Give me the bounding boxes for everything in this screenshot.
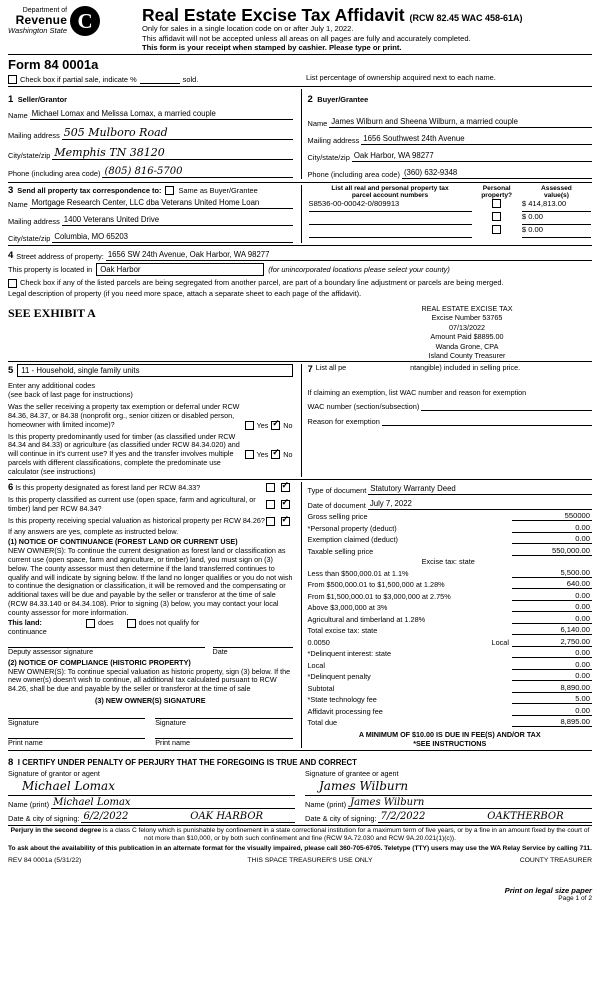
parcel-table-section [301,185,593,243]
calc-label-10: Total excise tax: state [307,626,378,636]
historic-compliance-title: (2) NOTICE OF COMPLIANCE (HISTORIC PROPERTY) [8,657,191,667]
grantee-signature-label: Signature of grantee or agent [305,769,399,779]
grantee-print-input[interactable]: James Wilburn [348,797,592,809]
exemption-question-label: Was the seller receiving a property tax exemption or deferral under RCW 84.36, 84.37, or 84.38 (nonprofit org., senior citizen or disabled person, homeowner with limited income)? [8,402,240,429]
seller-name-label: Name [8,111,28,121]
q6b-yes-checkbox[interactable] [266,500,275,509]
q5b-yes-label: Yes [256,450,269,460]
selling-price-section [301,364,593,476]
q5a-no-label: No [283,420,293,430]
wac-number-input[interactable] [421,400,592,411]
calc-value-18: 8,895.00 [512,717,592,727]
parcel-input-3[interactable] [309,225,472,238]
perjury-bold: Perjury in the second degree [10,826,102,834]
buyer-name-label: Name [307,119,328,129]
table-row [308,212,593,225]
form-number: Form 84 0001a [8,57,99,73]
correspondence-section [8,185,293,243]
calc-label-3: Taxable selling price [307,546,374,556]
calc-label-18: Total due [307,718,338,728]
header-sub2: This affidavit will not be accepted unless all areas on all pages are fully and accurately completed. [142,33,471,43]
located-in-note: (for unincorporated locations please select your county) [268,265,450,275]
grantor-print-label: Name (print) [8,799,50,809]
grantee-date-input[interactable]: 7/2/2022 [378,811,485,823]
continuance-title: (1) NOTICE OF CONTINUANCE (FOREST LAND OR CURRENT USE) [8,537,238,547]
page-footer [8,825,592,902]
additional-codes-label-1: Enter any additional codes [8,381,96,391]
dept-line3: Washington State [8,25,68,35]
section6-note: If any answers are yes, complete as instructed below. [8,526,179,536]
new-owner-print-label-1: Print name [8,737,43,747]
calc-label-4: Excise tax: state [421,557,475,567]
document-date-label: Date of document [307,500,366,510]
page-header [8,6,592,55]
revenue-logo-icon: C [70,6,100,36]
partial-sale-checkbox[interactable] [8,75,17,84]
calc-value-2[interactable]: 0.00 [512,534,592,544]
agency-seal [8,6,136,36]
grantor-signature-input[interactable]: Michael Lomax [8,779,295,796]
stamp-line-5: Wanda Grone, CPA [435,341,499,351]
stamp-line-2: Excise Number 53765 [431,313,503,323]
calc-label-0: Gross selling price [307,512,368,522]
legal-description-label: Legal description of property (if you need more space, attach a separate sheet to each page of the affidavit). [8,289,362,299]
does-label: does [98,618,114,628]
stamp-line-1: REAL ESTATE EXCISE TAX [421,304,513,314]
assessed-value-1[interactable]: $ 414,813.00 [522,199,591,212]
corr-mailing-label: Mailing address [8,217,60,227]
calc-value-11: 2,750.00 [512,637,592,647]
county-treasurer-label: COUNTY TREASURER [519,856,592,864]
assessed-value-3[interactable]: $ 0.00 [522,225,591,238]
section3-heading: Send all property tax correspondence to: [17,186,162,196]
parcel-input-1[interactable]: S8536-00-00042-0/809913 [309,199,472,212]
buyer-number: 2 [307,94,313,106]
assessed-col-head-1: Assessed [541,185,572,193]
q5a-yes-checkbox[interactable] [245,421,254,430]
dept-line1: Department of [22,6,68,14]
new-owner-signature-title: (3) NEW OWNER(S) SIGNATURE [95,695,206,705]
q5b-yes-checkbox[interactable] [245,450,254,459]
q5a-no-checkbox[interactable] [271,421,280,430]
document-type-input[interactable]: Statutory Warranty Deed [368,484,592,495]
this-land-label: This land: [8,618,42,628]
does-not-label: does not qualify for [138,618,200,628]
same-as-buyer-label: Same as Buyer/Grantee [178,186,258,196]
document-date-input[interactable]: July 7, 2022 [368,499,592,510]
grantor-city-input[interactable]: OAK HARBOR [188,811,295,823]
grantee-signature-input[interactable]: James Wilburn [305,779,592,796]
calc-value-15: 8,890.00 [512,683,592,693]
calc-label-15: Subtotal [307,683,335,693]
grantor-print-input[interactable]: Michael Lomax [51,797,295,809]
does-qualify-checkbox[interactable] [86,619,95,628]
header-sub3: This form is your receipt when stamped by cashier. Please type or print. [142,42,402,52]
minimum-due-note: A MINIMUM OF $10.00 IS DUE IN FEE(S) AND/OR TAX [358,730,541,740]
calc-value-8: 0.00 [512,602,592,612]
assessed-col-head-2: value(s) [543,192,569,200]
calc-value-12[interactable]: 0.00 [512,648,592,658]
personal-checkbox-1[interactable] [492,199,501,208]
seller-citystate-input[interactable]: Memphis TN 38120 [52,146,292,160]
q6c-no-checkbox[interactable] [281,517,290,526]
section7-label-1: List all pe [315,363,347,373]
corr-mailing-input[interactable]: 1400 Veterans United Drive [62,215,293,226]
exemption-reason-label: Reason for exemption [307,417,380,427]
calc-label-13: Local [307,660,325,670]
seller-citystate-label: City/state/zip [8,151,51,161]
exemption-reason-input[interactable] [382,415,592,426]
agency-name [8,7,67,35]
calc-value-13[interactable]: 0.00 [512,660,592,670]
corr-citystate-label: City/state/zip [8,234,51,244]
located-in-label: This property is located in [8,265,93,275]
calc-value-1[interactable]: 0.00 [512,523,592,533]
timber-ag-question-label: Is this property predominantly used for timber (as classified under RCW 84.34 and 84.33) or agriculture (as classified under RCW 84.34.020) and will continue in it's current use? If yes and the transfer involves multiple parcels with different classifications, complete the predominate use calculator (see instructions) [8,431,240,476]
table-row [308,225,593,238]
parcel-col-head-1: List all real and personal property tax [331,185,449,193]
section3-number: 3 [8,185,14,197]
document-type-label: Type of document [307,485,367,495]
parcel-input-2[interactable] [309,212,472,225]
buyer-citystate-input[interactable]: Oak Harbor, WA 98277 [352,151,592,162]
seller-heading: Seller/Grantor [17,95,68,105]
same-as-buyer-checkbox[interactable] [165,186,174,195]
page-number: Page 1 of 2 [558,894,592,902]
corr-name-label: Name [8,200,28,210]
grantor-date-input[interactable]: 6/2/2022 [81,811,188,823]
grantor-datecity-label: Date & city of signing: [8,813,80,823]
section5-number: 5 [8,365,14,377]
calc-label-17: Affidavit processing fee [307,706,383,716]
corr-name-input[interactable]: Mortgage Research Center, LLC dba Veterans United Home Loan [30,198,293,209]
calc-label-16: *State technology fee [307,695,377,705]
parcel-col-head-2: parcel account numbers [351,192,429,200]
title-rcw-ref: (RCW 82.45 WAC 458-61A) [409,13,523,23]
partial-sale-percent-input[interactable] [140,74,180,84]
use-code-section [8,364,293,476]
q6b-no-checkbox[interactable] [281,500,290,509]
seller-name-input[interactable]: Michael Lomax and Melissa Lomax, a married couple [30,109,293,120]
does-not-qualify-checkbox[interactable] [127,619,136,628]
legal-description-value: SEE EXHIBIT A [8,306,96,321]
seller-phone-input[interactable]: (805) 816-5700 [102,166,292,178]
calc-label-12: *Delinquent interest: state [307,649,392,659]
personal-col-head-1: Personal [482,185,511,193]
certification-section [8,750,592,823]
forest-land-question: Is this property designated as forest land per RCW 84.33? [15,482,201,492]
see-instructions-note: *SEE INSTRUCTIONS [413,739,487,749]
land-use-code-select[interactable]: 11 - Household, single family units [17,364,292,377]
calc-value-9: 0.00 [512,614,592,624]
calc-value-10: 6,140.00 [512,625,592,635]
wac-number-label: WAC number (section/subsection) [307,402,420,412]
table-row [308,199,593,212]
treasurer-use-label: THIS SPACE TREASURER'S USE ONLY [247,856,373,864]
calc-label-8: Above $3,000,000 at 3% [307,603,388,613]
calc-value-17: 0.00 [512,706,592,716]
personal-checkbox-2[interactable] [492,212,501,221]
revision-number: REV 84 0001a (5/31/22) [8,856,82,864]
buyer-phone-input[interactable]: (360) 632-9348 [402,168,592,179]
parcel-table [308,185,593,238]
stamp-line-3: 07/13/2022 [449,322,485,332]
deputy-assessor-label: Deputy assessor signature [8,647,94,657]
corr-citystate-input[interactable]: Columbia, MO 65203 [52,232,292,243]
section7-number: 7 [307,364,313,376]
header-subtext [142,24,592,52]
segregation-checkbox[interactable] [8,279,17,288]
q5b-no-label: No [283,450,293,460]
section4-number: 4 [8,250,14,262]
calc-value-7: 0.00 [512,591,592,601]
additional-codes-label-2: (see back of last page for instructions) [8,390,133,400]
continuance-word: continuance [8,627,47,637]
seller-mailing-input[interactable]: 505 Mulboro Road [62,126,293,140]
treasurer-stamp [342,304,592,360]
certification-heading: I CERTIFY UNDER PENALTY OF PERJURY THAT THE FOREGOING IS TRUE AND CORRECT [17,758,357,768]
designation-section [8,482,293,749]
assessed-value-2[interactable]: $ 0.00 [522,212,591,225]
q6c-yes-checkbox[interactable] [266,517,275,526]
exemption-claim-label: If claiming an exemption, list WAC number and reason for exemption [307,388,527,398]
calc-label-2: Exemption claimed (deduct) [307,535,398,545]
section7-label-3: price. [502,363,521,373]
stamp-line-6: Island County Treasurer [428,350,506,360]
calc-value-3: 550,000.00 [512,546,592,556]
new-owner-print-label-2: Print name [155,737,191,747]
calc-label-7: From $1,500,000.01 to $3,000,000 at 2.75% [307,591,451,601]
property-location-section [8,245,592,298]
q5a-yes-label: Yes [256,420,269,430]
buyer-phone-label: Phone (including area code) [307,170,400,180]
stamp-line-4: Amount Paid $8895.00 [430,332,504,342]
personal-checkbox-3[interactable] [492,225,501,234]
seller-number: 1 [8,94,14,106]
historic-valuation-question: Is this property receiving special valuation as historical property per RCW 84.26? [8,515,265,525]
historic-compliance-body: NEW OWNER(S): To continue special valuation as historic property, sign (3) below. If the new owner(s) doesn't wish to continue, all additional tax calculated pursuant to RCW 84.26, shall be due and payable by the seller or transferor at the time of sale [8,666,291,694]
segregation-label: Check box if any of the listed parcels are being segregated from another parcel, are part of a boundary line adjustment or parcels are being merged. [20,278,504,288]
section6-number: 6 [8,481,14,493]
dept-line2: Revenue [15,13,68,28]
calc-label-6: From $500,000.01 to $1,500,000 at 1.28% [307,580,445,590]
seller-section [8,89,293,179]
section8-number: 8 [8,757,14,769]
q6a-yes-checkbox[interactable] [266,483,275,492]
calc-value-6: 640.00 [512,579,592,589]
tax-calculation-section [301,482,593,749]
calc-value-14[interactable]: 0.00 [512,671,592,681]
calc-label-11: Local [491,637,509,647]
page-title-text: Real Estate Excise Tax Affidavit [142,5,405,25]
buyer-citystate-label: City/state/zip [307,153,350,163]
grantee-datecity-label: Date & city of signing: [305,813,377,823]
buyer-section [301,89,593,179]
grantor-signature-label: Signature of grantor or agent [8,769,100,779]
seller-mailing-label: Mailing address [8,131,60,141]
street-address-input[interactable]: 1656 SW 24th Avenue, Oak Harbor, WA 98277 [106,250,592,261]
street-address-label: Street address of property: [16,252,104,262]
ownership-pct-note: List percentage of ownership acquired next to each name. [306,73,496,83]
calc-label-14: *Delinquent penalty [307,672,371,682]
calc-value-0[interactable]: 550000 [512,511,592,521]
calc-value-5: 5,500.00 [512,568,592,578]
local-rate-value: 0.0050 [307,637,330,647]
located-in-input[interactable]: Oak Harbor [96,263,264,276]
current-use-question: Is this property classified as current use (open space, farm and agricultural, or timber) land per RCW 84.34? [8,495,256,513]
print-size-note: Print on legal size paper [504,885,592,895]
personal-col-head-2: property? [481,192,513,200]
seller-phone-label: Phone (including area code) [8,169,101,179]
deputy-date-label: Date [212,647,228,657]
section7-label-2: ntangible) included in selling [410,363,501,373]
calc-label-1: *Personal property (deduct) [307,523,397,533]
new-owner-sig-label-1: Signature [8,717,39,727]
calc-label-9: Agricultural and timberland at 1.28% [307,614,426,624]
sold-label: sold. [182,74,199,84]
new-owner-sig-label-2: Signature [155,717,187,727]
calc-label-5: Less than $500,000.01 at 1.1% [307,568,409,578]
buyer-heading: Buyer/Grantee [317,95,369,105]
grantee-city-input[interactable]: OAKTHERBOR [485,811,592,823]
calc-value-16: 5.00 [512,694,592,704]
buyer-name-input[interactable]: James Wilburn and Sheena Wilburn, a married couple [329,117,592,128]
page-title [142,6,592,24]
q5b-no-checkbox[interactable] [271,450,280,459]
header-sub1: Only for sales in a single location code on or after July 1, 2022. [142,24,354,34]
continuance-body: NEW OWNER(S): To continue the current designation as forest land or classification as current use (open space, farm and agriculture, or timber) land, you must sign on (3) below. The county assessor must then determine if the land transferred continues to qualify and will indicate by signing below. If the land no longer qualifies or you do not wish to continue the designation or classification, it will be removed and the compensating or additional taxes will be due and payable by the seller or transferor at the time of sale (RCW 84.33.140 or 84.34.108). Prior to signing (3) below, you may contact your local county assessor for more information. [8,546,293,617]
perjury-text: is a class C felony which is punishable by confinement in a state correctional institution for a maximum term of five years, or by a fine in an amount fixed by the court of not more than $10,000, or by both such confinement and fine (RCW 9A.72.030 and RCW 9A.20.021(1)(c)). [103,826,590,842]
buyer-mailing-label: Mailing address [307,136,360,146]
grantee-print-label: Name (print) [305,799,347,809]
partial-sale-label: Check box if partial sale, indicate % [20,74,137,84]
buyer-mailing-input[interactable]: 1656 Southwest 24th Avenue [361,134,592,145]
partial-sale-row [8,74,298,84]
ada-notice: To ask about the availability of this publication in an alternate format for the visually impaired, please call 360-705-6705. Teletype (TTY) users may use the WA Relay Service by calling 711. [8,844,592,852]
q6a-no-checkbox[interactable] [281,483,290,492]
